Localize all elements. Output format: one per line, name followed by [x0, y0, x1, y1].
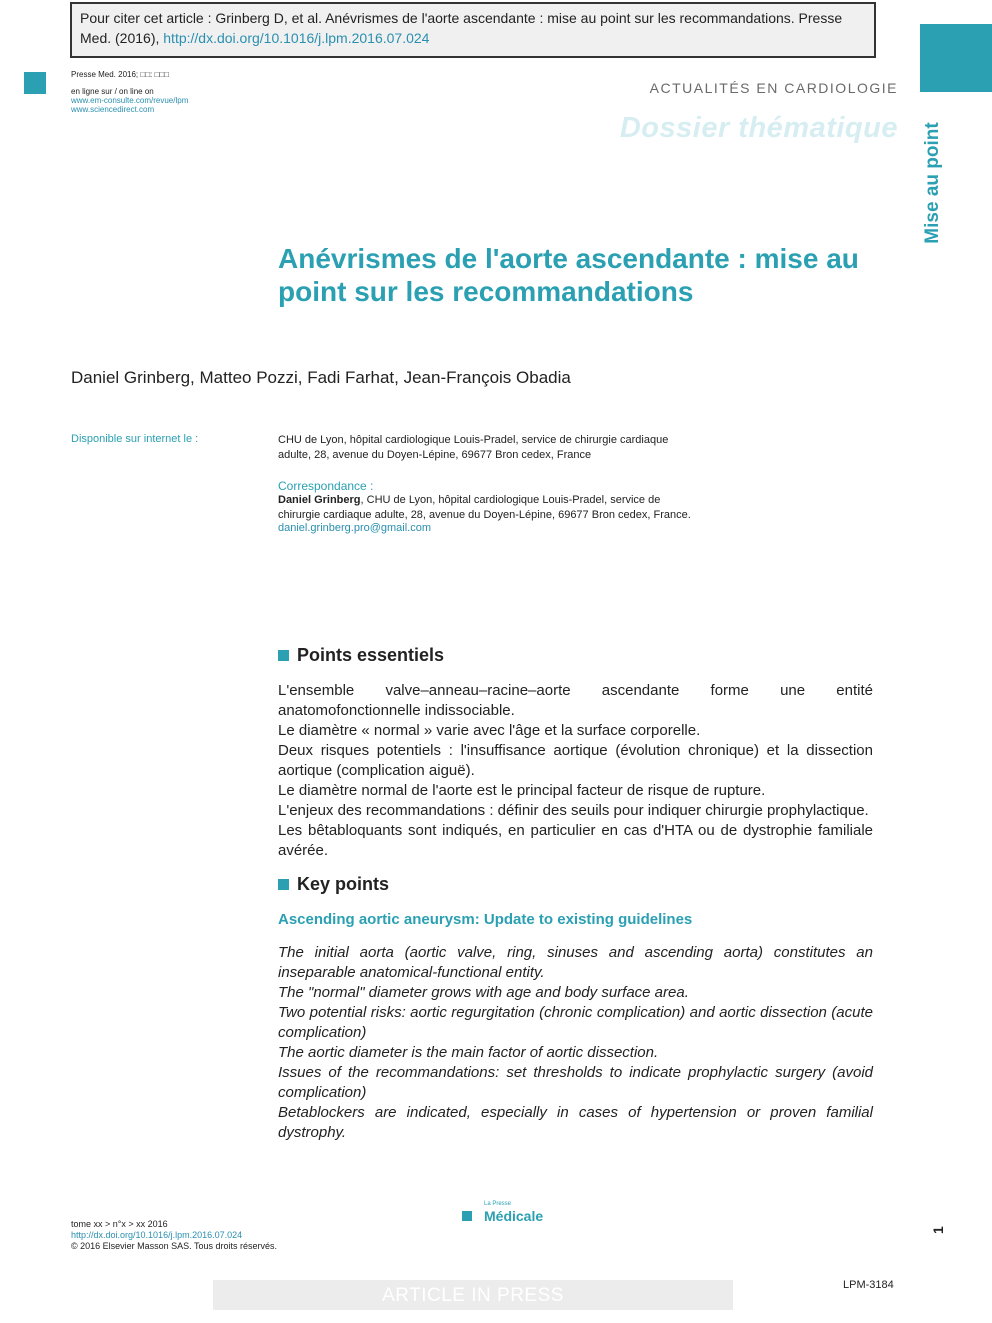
- sciencedirect-link[interactable]: www.sciencedirect.com: [71, 105, 155, 114]
- dossier-label: Dossier thématique: [619, 112, 898, 144]
- footer-copyright: © 2016 Elsevier Masson SAS. Tous droits réservés.: [71, 1241, 278, 1251]
- list-item: Le diamètre normal de l'aorte est le principal facteur de risque de rupture.: [278, 782, 766, 799]
- list-item: L'ensemble valve–anneau–racine–aorte ascendante forme une entité anatomofonctionnelle indissociable.: [278, 682, 873, 719]
- logo-text: [484, 1201, 544, 1224]
- list-item: Issues of the recommandations: set thresholds to indicate prophylactic surgery (avoid complication): [278, 1064, 873, 1101]
- side-tab: [918, 118, 948, 248]
- side-tab-label: Mise au point: [922, 122, 943, 244]
- list-item: Le diamètre « normal » varie avec l'âge et la surface corporelle.: [278, 722, 701, 739]
- correspondence-label: Correspondance :: [278, 479, 374, 493]
- citation-box: [70, 2, 876, 58]
- journal-logo: [462, 1201, 544, 1224]
- author-list: Daniel Grinberg, Matteo Pozzi, Fadi Farhat, Jean-François Obadia: [71, 368, 571, 387]
- key-points-heading: [278, 874, 389, 895]
- key-points-heading-text: Key points: [297, 874, 390, 894]
- footer-doi-link[interactable]: http://dx.doi.org/10.1016/j.lpm.2016.07.024: [71, 1230, 243, 1240]
- journal-line: Presse Med. 2016; □□: □□□: [71, 70, 169, 79]
- article-title: Anévrismes de l'aorte ascendante : mise au point sur les recommandations: [278, 243, 859, 307]
- list-item: Betablockers are indicated, especially in cases of hypertension or proven familial dystrophy.: [278, 1104, 873, 1141]
- journal-meta: [71, 70, 188, 114]
- corner-square-decoration: [24, 72, 46, 94]
- list-item: The aortic diameter is the main factor of aortic dissection.: [278, 1044, 659, 1061]
- page-number: [930, 1220, 950, 1234]
- list-item: The initial aorta (aortic valve, ring, sinuses and ascending aorta) constitutes an inseparable anatomical-functional entity.: [278, 944, 873, 981]
- page-number-text: 1: [930, 1226, 946, 1234]
- right-edge-band-decoration: [920, 24, 992, 92]
- heading-square-icon: [278, 879, 289, 890]
- citation-doi-link[interactable]: http://dx.doi.org/10.1016/j.lpm.2016.07.024: [163, 30, 430, 46]
- correspondence-address: [278, 493, 698, 523]
- points-essentiels-list: [278, 681, 873, 861]
- logo-square-icon: [462, 1211, 472, 1221]
- key-points-subtitle: Ascending aortic aneurysm: Update to existing guidelines: [278, 911, 693, 928]
- available-label: Disponible sur internet le :: [71, 433, 199, 445]
- em-consulte-link[interactable]: www.em-consulte.com/revue/lpm: [71, 96, 189, 105]
- key-points-list: [278, 943, 873, 1143]
- list-item: Deux risques potentiels : l'insuffisance aortique (évolution chronique) et la dissection aortique (complication aiguë).: [278, 742, 873, 779]
- logo-main-text: Médicale: [484, 1208, 544, 1224]
- citation-text: Pour citer cet article : Grinberg D, et al. Anévrismes de l'aorte ascendante : mise au point sur les recommandations. Presse Med. (2016),: [80, 10, 843, 46]
- correspondence-email[interactable]: daniel.grinberg.pro@gmail.com: [278, 522, 432, 534]
- list-item: L'enjeux des recommandations : définir des seuils pour indiquer chirurgie prophylactique.: [278, 802, 869, 819]
- footer-issue: tome xx > n°x > xx 2016: [71, 1219, 168, 1229]
- correspondence-text: , CHU de Lyon, hôpital cardiologique Louis-Pradel, service de chirurgie cardiaque adulte, 28, avenue du Doyen-Lépine, 69677 Bron cedex, France.: [278, 494, 691, 521]
- heading-square-icon: [278, 650, 289, 661]
- affiliation: CHU de Lyon, hôpital cardiologique Louis-Pradel, service de chirurgie cardiaque adulte, 28, avenue du Doyen-Lépine, 69677 Bron cedex, France: [278, 434, 669, 461]
- online-line: en ligne sur / on line on: [71, 87, 154, 96]
- footer-info: [71, 1219, 277, 1252]
- points-essentiels-heading: [278, 645, 444, 666]
- article-id: LPM-3184: [843, 1279, 894, 1291]
- logo-small-text: La Presse: [484, 1201, 512, 1207]
- section-rubric: ACTUALITÉS EN CARDIOLOGIE: [649, 80, 898, 96]
- correspondence-name: Daniel Grinberg: [278, 494, 361, 506]
- list-item: Les bêtabloquants sont indiqués, en particulier en cas d'HTA ou de dystrophie familiale avérée.: [278, 822, 873, 859]
- article-in-press-banner: ARTICLE IN PRESS: [213, 1280, 733, 1310]
- list-item: The "normal" diameter grows with age and body surface area.: [278, 984, 689, 1001]
- points-essentiels-heading-text: Points essentiels: [297, 645, 445, 665]
- list-item: Two potential risks: aortic regurgitation (chronic complication) and aortic dissection (acute complication): [278, 1004, 873, 1041]
